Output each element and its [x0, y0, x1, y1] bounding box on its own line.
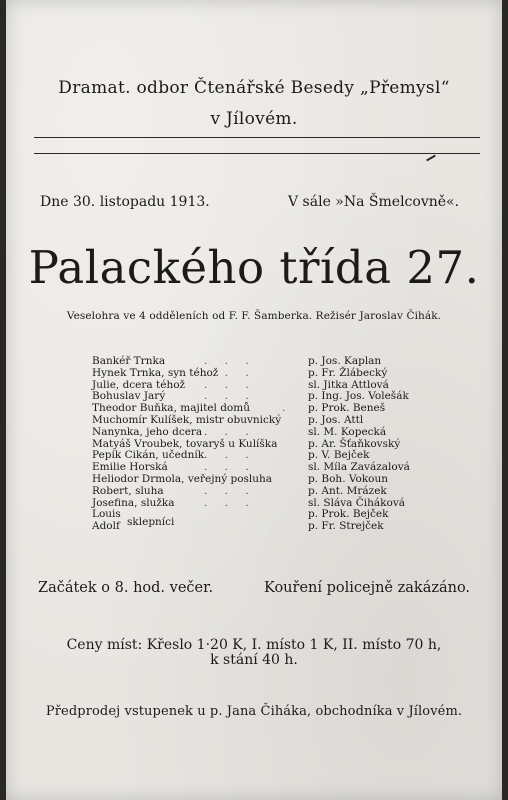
- cast-role: Nanynka, jeho dcera: [92, 425, 203, 438]
- cast-role: Josefina, služka: [92, 496, 175, 509]
- cast-role: Heliodor Drmola, veřejný posluha: [92, 472, 273, 485]
- cast-role: Pepík Cikán, učedník: [92, 449, 205, 462]
- event-date: Dne 30. listopadu 1913.: [40, 194, 210, 210]
- play-title: Palackého třída 27.: [28, 241, 480, 294]
- cast-leader-dots: . . .: [204, 366, 256, 379]
- cast-actor: sl. M. Kopecká: [308, 425, 387, 438]
- smoking-notice: Kouření policejně zakázáno.: [264, 580, 471, 596]
- cast-actor: p. Jos. Kaplan: [308, 355, 382, 367]
- cast-role: Hynek Trnka, syn téhož: [92, 366, 219, 379]
- prices-line-1: Ceny míst: Křeslo 1·20 K, I. místo 1 K, II. místo 70 h,: [66, 637, 442, 653]
- cast-brace-label: sklepníci: [127, 516, 175, 528]
- play-subtitle: Veselohra ve 4 odděleních od F. F. Šamberka. Režisér Jaroslav Čihák.: [66, 310, 442, 322]
- cast-actor: sl. Jitka Attlová: [308, 378, 389, 391]
- cast-row: [92, 486, 472, 498]
- poster-sheet: [6, 0, 502, 800]
- cast-leader-dots: . . .: [204, 449, 256, 462]
- cast-role: Bohuslav Jarý: [92, 390, 166, 403]
- cast-row: [92, 415, 472, 427]
- cast-role: Bankéř Trnka: [92, 355, 166, 367]
- top-divider-rule: [34, 137, 480, 138]
- cast-actor: sl. Míla Zavázalová: [308, 461, 410, 474]
- cast-row: [92, 474, 472, 486]
- cast-role: Emilie Horská: [92, 461, 168, 474]
- cast-actor: p. Boh. Vokoun: [308, 472, 389, 485]
- bottom-divider-rule: [34, 153, 480, 154]
- cast-actor: p. Ant. Mrázek: [308, 484, 387, 497]
- cast-actor: p. Prok. Beneš: [308, 402, 386, 415]
- cast-actor: sl. Sláva Čiháková: [308, 496, 406, 509]
- cast-leader-dots: . . .: [204, 496, 256, 509]
- cast-leader-dots: . . .: [204, 378, 256, 391]
- cast-actor: p. Prok. Bejček: [308, 508, 389, 521]
- cast-role: Theodor Buňka, majitel domů: [92, 402, 250, 415]
- ink-mark: [426, 155, 436, 162]
- cast-role: Robert, sluha: [92, 484, 164, 497]
- organization-line-1: Dramat. odbor Čtenářské Besedy „Přemysl“: [58, 78, 450, 98]
- cast-leader-dots: .: [282, 402, 293, 415]
- cast-leader-dots: . . .: [204, 355, 256, 367]
- cast-leader-dots: . . .: [204, 484, 256, 497]
- cast-actor: p. Jos. Attl: [308, 413, 364, 426]
- cast-actor: p. Ing. Jos. Volešák: [308, 390, 409, 403]
- start-time-notice: Začátek o 8. hod. večer.: [38, 580, 214, 596]
- cast-role: Matyáš Vroubek, tovaryš u Kulíška: [92, 437, 278, 450]
- cast-role: Adolf: [92, 520, 120, 533]
- cast-actor: p. V. Bejček: [308, 449, 370, 462]
- cast-actor: p. Fr. Žlábecký: [308, 366, 388, 379]
- event-venue: V sále »Na Šmelcovně«.: [288, 194, 460, 210]
- cast-row: [92, 498, 472, 510]
- organization-line-2: v Jílovém.: [210, 109, 298, 129]
- cast-list: [92, 356, 472, 533]
- cast-leader-dots: . . .: [204, 461, 256, 474]
- cast-role: Muchomír Kulíšek, mistr obuvnický: [92, 413, 282, 426]
- prices-line-2: k stání 40 h.: [210, 652, 298, 668]
- cast-role: Julie, dcera téhož: [92, 378, 186, 391]
- cast-leader-dots: . . .: [204, 390, 256, 403]
- presale-notice: Předprodej vstupenek u p. Jana Čiháka, obchodníka v Jílovém.: [45, 704, 463, 719]
- cast-role: Louis: [92, 508, 121, 521]
- cast-leader-dots: . . .: [204, 425, 256, 438]
- cast-actor: p. Fr. Strejček: [308, 520, 384, 533]
- cast-actor: p. Ar. Šťaňkovský: [308, 437, 401, 450]
- cast-row: [92, 368, 472, 380]
- cast-row: [92, 427, 472, 439]
